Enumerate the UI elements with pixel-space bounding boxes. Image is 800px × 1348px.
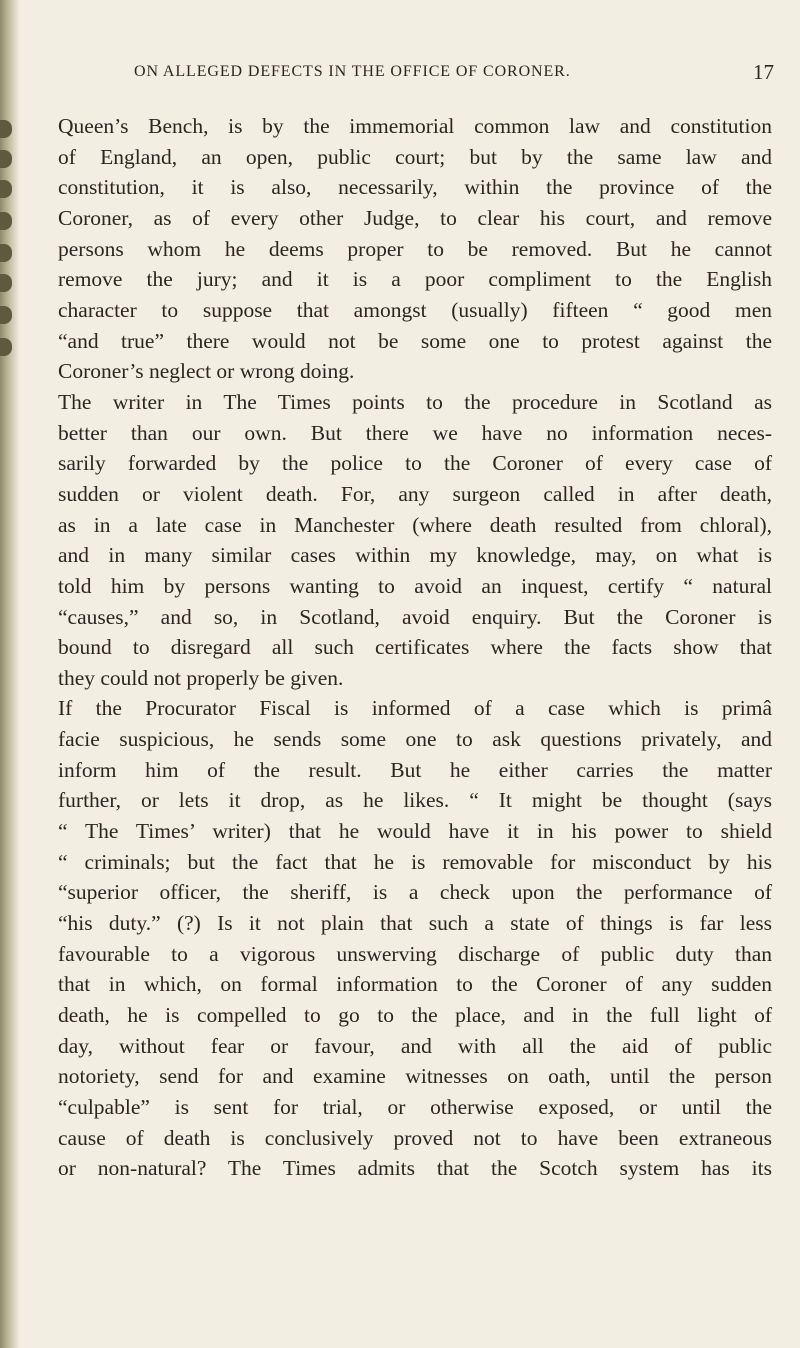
text-line: inform him of the result. But he either carries the matter: [58, 757, 772, 782]
page-number: 17: [753, 60, 774, 84]
text-line: “ criminals; but the fact that he is removable for misconduct by his: [58, 849, 772, 874]
text-line: favourable to a vigorous unswerving discharge of public duty than: [58, 941, 772, 966]
text-line: that in which, on formal information to the Coroner of any sudden: [58, 972, 772, 997]
text-line: persons whom he deems proper to be removed. But he cannot: [58, 236, 772, 261]
text-line: “ The Times’ writer) that he would have it in his power to shield: [58, 819, 772, 844]
binding-mark: [0, 120, 12, 138]
running-title: ON ALLEGED DEFECTS IN THE OFFICE OF CORONER.: [134, 63, 571, 80]
text-line: cause of death is conclusively proved not to have been extraneous: [58, 1125, 772, 1150]
body-text: [58, 111, 772, 1184]
text-line: Coroner’s neglect or wrong doing.: [58, 359, 355, 384]
text-line: remove the jury; and it is a poor compliment to the English: [58, 267, 772, 292]
text-line: sudden or violent death. For, any surgeon called in after death,: [58, 481, 772, 506]
text-line: Queen’s Bench, is by the immemorial common law and constitution: [58, 114, 772, 138]
binding-mark: [0, 150, 12, 168]
text-line: day, without fear or favour, and with all the aid of public: [58, 1033, 772, 1058]
text-line: notoriety, send for and examine witnesses on oath, until the person: [58, 1064, 772, 1089]
binding-mark: [0, 244, 12, 262]
text-line: bound to disregard all such certificates where the facts show that: [58, 635, 772, 660]
text-line: or non-natural? The Times admits that the Scotch system has its: [58, 1156, 772, 1181]
text-line: facie suspicious, he sends some one to ask questions privately, and: [58, 727, 772, 752]
text-line: better than our own. But there we have no information neces-: [58, 420, 772, 445]
binding-mark: [0, 180, 12, 198]
text-line: “superior officer, the sheriff, is a check upon the performance of: [58, 880, 772, 905]
text-line: The writer in The Times points to the procedure in Scotland as: [58, 389, 772, 414]
text-line: “his duty.” (?) Is it not plain that such a state of things is far less: [58, 911, 772, 936]
page-binding-edge: [0, 0, 20, 1348]
text-line: “causes,” and so, in Scotland, avoid enquiry. But the Coroner is: [58, 604, 772, 629]
text-line: of England, an open, public court; but by the same law and: [58, 144, 772, 169]
text-line: further, or lets it drop, as he likes. “ It might be thought (says: [58, 788, 772, 813]
text-line: as in a late case in Manchester (where death resulted from chloral),: [58, 512, 772, 537]
text-line: they could not properly be given.: [58, 665, 344, 690]
text-line: Coroner, as of every other Judge, to clear his court, and remove: [58, 205, 772, 230]
running-head: [134, 58, 774, 86]
text-line: and in many similar cases within my knowledge, may, on what is: [58, 543, 772, 568]
text-line: constitution, it is also, necessarily, within the province of the: [58, 175, 772, 200]
text-line: “culpable” is sent for trial, or otherwise exposed, or until the: [58, 1095, 772, 1119]
text-line: sarily forwarded by the police to the Coroner of every case of: [58, 451, 772, 476]
text-line: told him by persons wanting to avoid an inquest, certify “ natural: [58, 573, 772, 598]
binding-mark: [0, 274, 12, 292]
text-line: “and true” there would not be some one to protest against the: [58, 328, 772, 353]
binding-mark: [0, 306, 12, 324]
binding-mark: [0, 212, 12, 230]
text-line: If the Procurator Fiscal is informed of a case which is primâ: [58, 696, 772, 721]
text-line: death, he is compelled to go to the place, and in the full light of: [58, 1003, 772, 1028]
binding-mark: [0, 338, 12, 356]
text-line: character to suppose that amongst (usually) fifteen “ good men: [58, 297, 772, 322]
